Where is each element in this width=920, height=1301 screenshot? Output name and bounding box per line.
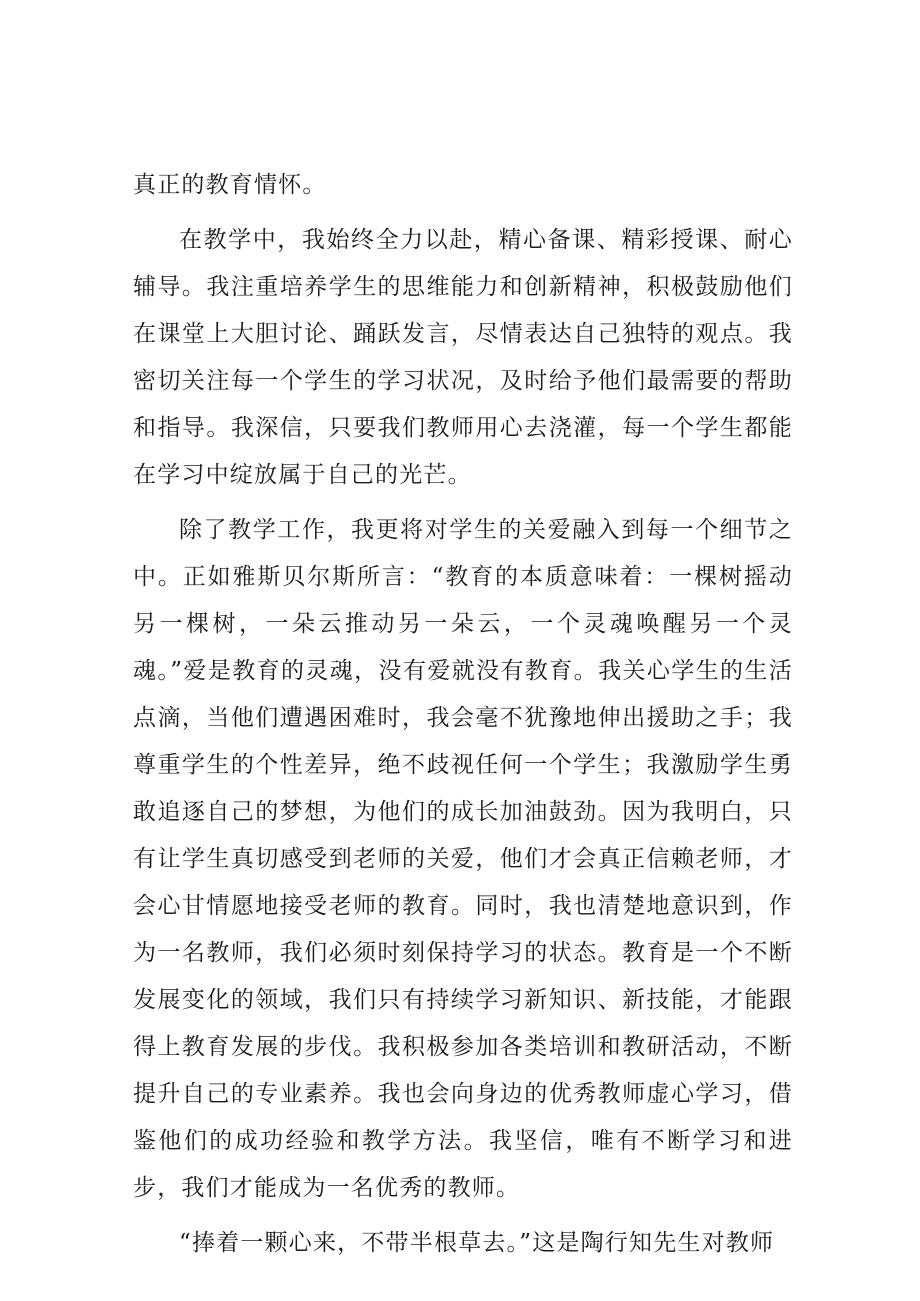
paragraph-quote-tao-xingzhi: “捧着一颗心来，不带半根草去。”这是陶行知先生对教师 [179,1230,775,1256]
paragraph-continuation: 真正的教育情怀。 [133,172,327,198]
paragraph-care-and-learning: 除了教学工作，我更将对学生的关爱融入到每一个细节之中。正如雅斯贝尔斯所言：“教育的本质意味着：一棵树摇动另一棵树，一朵云推动另一朵云，一个灵魂唤醒另一个灵魂。”爱是教育的灵魂，没有爱就没有教育。我关心学生的生活点滴，当他们遭遇困难时，我会毫不犹豫地伸出援助之手；我尊重学生的个性差异，绝不歧视任何一个学生；我激励学生勇敢追逐自己的梦想，为他们的成长加油鼓劲。因为我明白，只有让学生真切感受到老师的关爱，他们才会真正信赖老师，才会心甘情愿地接受老师的教育。同时，我也清楚地意识到，作为一名教师，我们必须时刻保持学习的状态。教育是一个不断发展变化的领域，我们只有持续学习新知识、新技能，才能跟得上教育发展的步伐。我积极参加各类培训和教研活动，不断提升自己的专业素养。我也会向身边的优秀教师虚心学习，借鉴他们的成功经验和教学方法。我坚信，唯有不断学习和进步，我们才能成为一名优秀的教师。 [133,517,793,1201]
document-body [133,162,793,1267]
paragraph-teaching: 在教学中，我始终全力以赴，精心备课、精彩授课、耐心辅导。我注重培养学生的思维能力和创新精神，积极鼓励他们在课堂上大胆讨论、踊跃发言，尽情表达自己独特的观点。我密切关注每一个学生的学习状况，及时给予他们最需要的帮助和指导。我深信，只要我们教师用心去浇灌，每一个学生都能在学习中绽放属于自己的光芒。 [133,227,793,488]
